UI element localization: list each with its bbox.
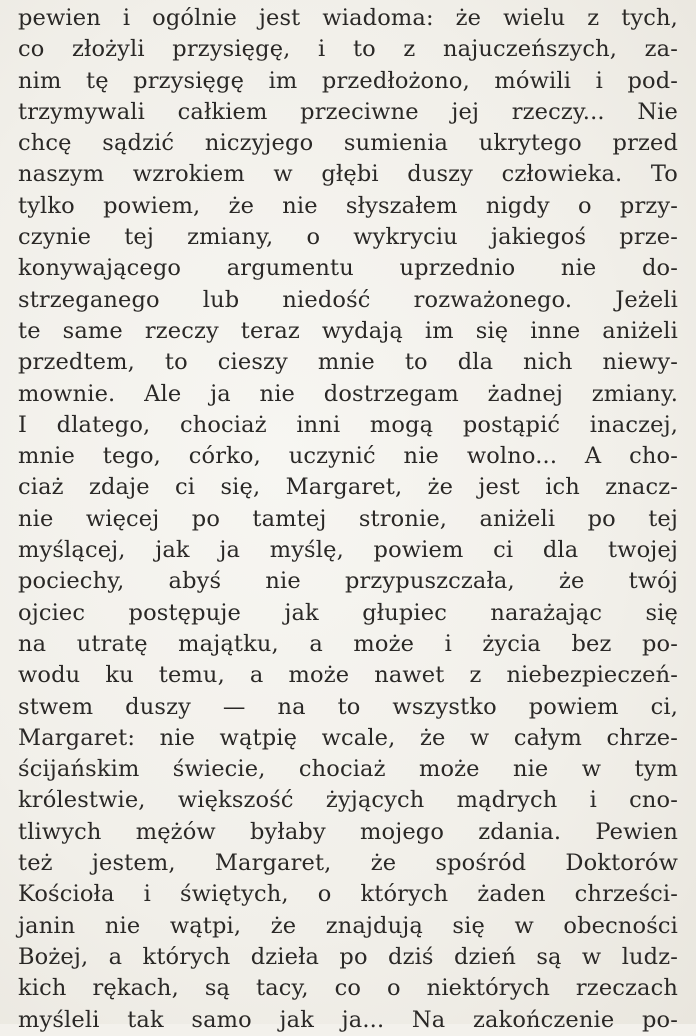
text-line-25: ścijańskim świecie, chociaż może nie w tym (18, 756, 678, 783)
text-line-19: pociechy, abyś nie przypuszczała, że twój (18, 568, 678, 595)
text-line-11: te same rzeczy teraz wydają im się inne aniżeli (18, 317, 678, 344)
text-line-27: tliwych mężów byłaby mojego zdania. Pewien (18, 818, 678, 845)
text-line-5: chcę sądzić niczyjego sumienia ukrytego przed (18, 130, 678, 157)
text-line-16: ciaż zdaje ci się, Margaret, że jest ich znacz- (18, 474, 678, 501)
text-line-26: królestwie, większość żyjących mądrych i cno- (18, 787, 678, 814)
body-text (18, 3, 678, 1036)
text-line-18: myślącej, jak ja myślę, powiem ci dla twojej (18, 537, 678, 564)
text-line-30: janin nie wątpi, że znajdują się w obecności (18, 912, 678, 939)
text-line-33: myśleli tak samo jak ja... Na zakończenie po- (18, 1006, 678, 1033)
text-line-14: I dlatego, chociaż inni mogą postąpić inaczej, (18, 411, 678, 438)
text-line-24: Margaret: nie wątpię wcale, że w całym chrze- (18, 724, 678, 751)
text-line-15: mnie tego, córko, uczynić nie wolno... A cho- (18, 443, 678, 470)
text-line-10: strzeganego lub niedość rozważonego. Jeżeli (18, 286, 678, 313)
text-line-20: ojciec postępuje jak głupiec narażając się (18, 599, 678, 626)
text-line-21: na utratę majątku, a może i życia bez po- (18, 630, 678, 657)
text-line-4: trzymywali całkiem przeciwne jej rzeczy... Nie (18, 98, 678, 125)
text-line-6: naszym wzrokiem w głębi duszy człowieka. To (18, 161, 678, 188)
text-line-7: tylko powiem, że nie słyszałem nigdy o przy- (18, 192, 678, 219)
text-line-9: konywającego argumentu uprzednio nie do- (18, 255, 678, 282)
text-line-13: mownie. Ale ja nie dostrzegam żadnej zmiany. (18, 380, 678, 407)
text-line-29: Kościoła i świętych, o których żaden chrześci- (18, 881, 678, 908)
text-line-22: wodu ku temu, a może nawet z niebezpieczeń- (18, 662, 678, 689)
text-line-23: stwem duszy — na to wszystko powiem ci, (18, 693, 678, 720)
text-line-3: nim tę przysięgę im przedłożono, mówili i pod- (18, 67, 678, 94)
text-line-17: nie więcej po tamtej stronie, aniżeli po tej (18, 505, 678, 532)
text-line-12: przedtem, to cieszy mnie to dla nich niewy- (18, 349, 678, 376)
text-line-8: czynie tej zmiany, o wykryciu jakiegoś prze- (18, 224, 678, 251)
text-line-32: kich rękach, są tacy, co o niektórych rzeczach (18, 975, 678, 1002)
text-line-31: Bożej, a których dzieła po dziś dzień są w ludz- (18, 943, 678, 970)
text-line-1: pewien i ogólnie jest wiadoma: że wielu z tych, (18, 5, 678, 31)
text-line-2: co złożyli przysięgę, i to z najuczeńszych, za- (18, 36, 678, 63)
text-line-28: też jestem, Margaret, że spośród Doktorów (18, 850, 678, 877)
